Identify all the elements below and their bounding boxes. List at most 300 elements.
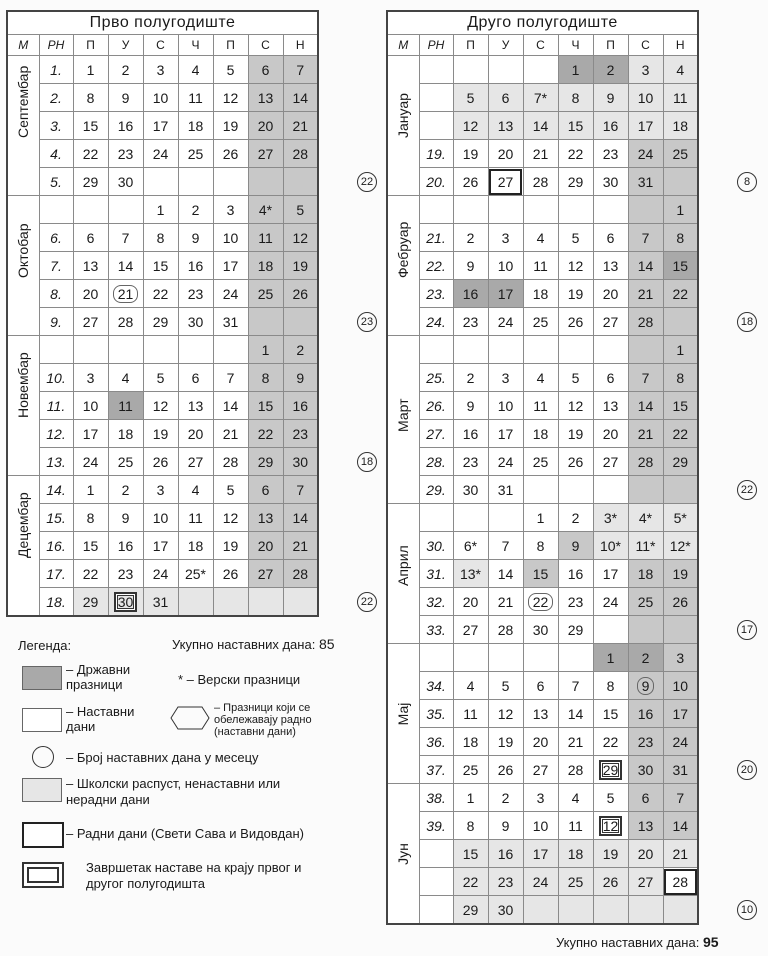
day-number: 20: [602, 425, 619, 442]
day-cell: [628, 728, 663, 756]
week-row: [387, 476, 698, 504]
day-cell: [558, 616, 593, 644]
day-cell: [453, 896, 488, 925]
month-day-count: 20: [737, 760, 757, 780]
month-label: [7, 336, 39, 476]
day-number: 12: [152, 397, 169, 414]
day-cell: [143, 280, 178, 308]
week-number: 17.: [39, 560, 73, 588]
day-number: 18: [532, 285, 549, 302]
day-cell: [248, 588, 283, 617]
day-number: 25: [462, 761, 479, 778]
week-number: [419, 84, 453, 112]
day-number: 11: [672, 89, 688, 106]
day-cell: [558, 224, 593, 252]
day-cell: [143, 532, 178, 560]
week-number: 29.: [419, 476, 453, 504]
day-number: 2: [121, 481, 130, 498]
month-name: Мај: [395, 702, 412, 725]
day-cell: [628, 784, 663, 812]
day-cell: [593, 140, 628, 168]
day-cell: [663, 700, 698, 728]
day-number: 7: [296, 61, 305, 78]
day-cell: [663, 504, 698, 532]
legend-end: Завршетак наставе на крају првог и другог полугодишта: [86, 860, 302, 891]
day-cell: [663, 896, 698, 925]
day-cell: [143, 420, 178, 448]
day-cell: [663, 196, 698, 224]
day-number: 12: [567, 257, 584, 274]
day-cell: [663, 308, 698, 336]
day-cell: [523, 84, 558, 112]
day-cell: [558, 168, 593, 196]
week-row: [387, 84, 698, 112]
day-cell: [628, 896, 663, 925]
day-number: 22: [602, 733, 619, 750]
day-number: 19: [672, 565, 689, 582]
day-number: 5: [571, 369, 580, 386]
week-row: [7, 420, 318, 448]
day-cell: [213, 56, 248, 84]
day-number: 6: [606, 229, 615, 246]
week-row: [7, 252, 318, 280]
day-cell: [488, 308, 523, 336]
day-cell: [663, 364, 698, 392]
day-cell: [558, 448, 593, 476]
month-label: [7, 196, 39, 336]
week-number: 24.: [419, 308, 453, 336]
month-day-count: 22: [357, 592, 377, 612]
month-label: [7, 476, 39, 617]
day-number: 3: [226, 201, 235, 218]
day-number: 14: [292, 89, 309, 106]
day-cell: [248, 532, 283, 560]
day-cell: [523, 700, 558, 728]
day-cell: [523, 392, 558, 420]
day-cell: [178, 504, 213, 532]
week-number: 18.: [39, 588, 73, 617]
day-cell: [558, 728, 593, 756]
day-cell: [488, 168, 523, 196]
day-number: 26: [497, 761, 514, 778]
day-cell: [523, 532, 558, 560]
day-cell: [178, 196, 213, 224]
month-day-count: 17: [737, 620, 757, 640]
day-cell: [178, 476, 213, 504]
day-cell: [628, 476, 663, 504]
day-cell: [523, 644, 558, 672]
week-number: [419, 868, 453, 896]
day-cell: [628, 448, 663, 476]
day-number: 12: [462, 117, 479, 134]
day-number: 23: [187, 285, 204, 302]
day-cell: [523, 112, 558, 140]
week-number: [419, 112, 453, 140]
day-number: 8: [536, 537, 545, 554]
day-cell: [178, 420, 213, 448]
day-number: 28: [672, 873, 689, 890]
day-cell: [523, 840, 558, 868]
day-number: 8: [466, 817, 475, 834]
week-number: 3.: [39, 112, 73, 140]
day-cell: [593, 700, 628, 728]
day-cell: [523, 196, 558, 224]
week-row: [387, 364, 698, 392]
day-cell: [628, 140, 663, 168]
day-cell: [488, 756, 523, 784]
day-number: 30: [602, 173, 619, 190]
day-cell: [593, 588, 628, 616]
week-number: [419, 840, 453, 868]
day-cell: [248, 140, 283, 168]
day-number: 11: [533, 257, 548, 274]
day-number: 30: [292, 453, 309, 470]
day-number: 23: [117, 565, 134, 582]
week-row: [387, 560, 698, 588]
week-number: 27.: [419, 420, 453, 448]
day-number: 9: [466, 257, 475, 274]
week-number: [39, 196, 73, 224]
day-cell: [628, 756, 663, 784]
day-cell: [628, 504, 663, 532]
week-row: [387, 728, 698, 756]
day-cell: [663, 224, 698, 252]
day-number: 4: [536, 369, 545, 386]
day-cell: [488, 560, 523, 588]
day-cell: [663, 672, 698, 700]
day-cell: [213, 252, 248, 280]
week-number: [419, 336, 453, 364]
day-number: 18: [117, 425, 134, 442]
day-number: 6: [261, 61, 270, 78]
day-number: 1: [86, 481, 95, 498]
day-number: 16: [637, 705, 654, 722]
semester-title: Прво полугодиште: [7, 11, 318, 35]
day-cell: [248, 196, 283, 224]
day-number: 16: [567, 565, 584, 582]
day-number: 6*: [463, 537, 478, 554]
day-cell: [593, 616, 628, 644]
month-label: [387, 644, 419, 784]
day-cell: [213, 308, 248, 336]
day-cell: [213, 196, 248, 224]
day-cell: [143, 392, 178, 420]
day-cell: [628, 840, 663, 868]
week-number: [419, 56, 453, 84]
day-cell: [523, 588, 558, 616]
day-number: 10: [532, 817, 549, 834]
day-cell: [283, 56, 318, 84]
day-cell: [248, 560, 283, 588]
day-number: 1: [606, 649, 615, 666]
day-cell: [143, 336, 178, 364]
day-cell: [453, 644, 488, 672]
week-row: [7, 392, 318, 420]
month-label: [387, 196, 419, 336]
day-number: 6: [86, 229, 95, 246]
day-cell: [213, 224, 248, 252]
day-cell: [453, 196, 488, 224]
day-cell: [593, 364, 628, 392]
day-cell: [73, 112, 108, 140]
day-number: 14: [637, 397, 654, 414]
day-cell: [628, 308, 663, 336]
day-cell: [628, 588, 663, 616]
day-number: 17: [497, 285, 514, 302]
day-cell: [488, 896, 523, 925]
day-number: 5: [606, 789, 615, 806]
day-number: 4*: [258, 201, 273, 218]
day-number: 11: [188, 89, 203, 106]
day-cell: [488, 140, 523, 168]
day-number: 23: [567, 593, 584, 610]
day-cell: [488, 56, 523, 84]
day-cell: [663, 84, 698, 112]
day-cell: [593, 280, 628, 308]
day-cell: [558, 364, 593, 392]
column-header: У: [108, 35, 143, 56]
week-row: [387, 840, 698, 868]
day-number: 15: [567, 117, 584, 134]
day-cell: [488, 196, 523, 224]
day-cell: [248, 280, 283, 308]
week-number: 13.: [39, 448, 73, 476]
day-number: 23: [637, 733, 654, 750]
day-cell: [558, 280, 593, 308]
day-number: 19: [567, 285, 584, 302]
legend-break: – Школски распуст, ненаставни или нерадни дани: [66, 776, 281, 807]
day-number: 12: [222, 509, 239, 526]
day-number: 20: [257, 537, 274, 554]
day-number: 6: [641, 789, 650, 806]
day-cell: [453, 476, 488, 504]
day-cell: [143, 56, 178, 84]
week-row: [387, 336, 698, 364]
day-cell: [453, 560, 488, 588]
day-cell: [628, 812, 663, 840]
day-cell: [108, 336, 143, 364]
week-row: [7, 168, 318, 196]
day-cell: [108, 448, 143, 476]
week-row: [7, 308, 318, 336]
day-number: 22: [82, 565, 99, 582]
day-cell: [663, 560, 698, 588]
day-cell: [593, 532, 628, 560]
column-header: М: [387, 35, 419, 56]
day-number: 15: [672, 257, 689, 274]
column-header: С: [523, 35, 558, 56]
day-cell: [593, 812, 628, 840]
day-number: 13: [257, 509, 274, 526]
day-cell: [143, 504, 178, 532]
day-cell: [488, 84, 523, 112]
day-number: 21: [113, 285, 139, 303]
day-number: 8: [86, 509, 95, 526]
day-cell: [453, 448, 488, 476]
semester-2-calendar: [386, 10, 699, 925]
day-number: 17: [497, 425, 514, 442]
day-cell: [453, 364, 488, 392]
day-number: 17: [152, 537, 169, 554]
day-number: 22: [567, 145, 584, 162]
day-number: 18: [567, 845, 584, 862]
day-cell: [488, 476, 523, 504]
day-cell: [73, 280, 108, 308]
day-cell: [628, 672, 663, 700]
day-number: 29: [152, 313, 169, 330]
day-number: 29: [257, 453, 274, 470]
day-number: 4: [571, 789, 580, 806]
day-cell: [488, 252, 523, 280]
day-cell: [178, 532, 213, 560]
day-cell: [73, 392, 108, 420]
month-day-count: 22: [357, 172, 377, 192]
day-number: 1: [261, 341, 270, 358]
day-cell: [593, 476, 628, 504]
day-number: 30: [497, 901, 514, 918]
day-number: 1: [156, 201, 165, 218]
day-number: 11: [258, 229, 273, 246]
legend-swatch-working: [22, 822, 64, 848]
column-header: У: [488, 35, 523, 56]
day-cell: [593, 420, 628, 448]
day-cell: [213, 504, 248, 532]
day-cell: [593, 784, 628, 812]
week-number: 2.: [39, 84, 73, 112]
day-number: 6: [536, 677, 545, 694]
day-number: 5: [296, 201, 305, 218]
day-number: 29: [462, 901, 479, 918]
day-cell: [73, 56, 108, 84]
week-number: 26.: [419, 392, 453, 420]
semester-2-table: [386, 10, 699, 925]
day-number: 27: [602, 453, 619, 470]
day-cell: [558, 392, 593, 420]
day-cell: [593, 308, 628, 336]
day-number: 2: [466, 229, 475, 246]
column-header: РН: [39, 35, 73, 56]
day-number: 10: [637, 89, 654, 106]
day-cell: [108, 252, 143, 280]
legend-religious: * – Верски празници: [178, 672, 301, 687]
day-number: 23: [462, 453, 479, 470]
day-number: 31: [152, 593, 169, 610]
day-number: 16: [602, 117, 619, 134]
day-number: 2: [571, 509, 580, 526]
day-cell: [628, 364, 663, 392]
day-cell: [488, 224, 523, 252]
day-cell: [628, 252, 663, 280]
day-cell: [663, 728, 698, 756]
day-cell: [248, 392, 283, 420]
week-row: [387, 112, 698, 140]
day-number: 19: [152, 425, 169, 442]
day-cell: [108, 140, 143, 168]
week-row: [387, 504, 698, 532]
week-number: 15.: [39, 504, 73, 532]
legend-holidays-working: – Празници који се обележавају радно (наставни дани): [214, 702, 312, 738]
day-cell: [558, 672, 593, 700]
day-number: 19: [292, 257, 309, 274]
day-number: 14: [292, 509, 309, 526]
day-number: 16: [117, 537, 134, 554]
day-number: 16: [462, 425, 479, 442]
column-header: М: [7, 35, 39, 56]
day-cell: [523, 616, 558, 644]
circle-icon: [32, 746, 54, 768]
day-number: 21: [637, 285, 654, 302]
day-cell: [488, 812, 523, 840]
total-value: 95: [702, 934, 719, 950]
day-number: 15: [602, 705, 619, 722]
day-number: 31: [497, 481, 514, 498]
day-cell: [453, 504, 488, 532]
day-number: 13: [82, 257, 99, 274]
day-cell: [143, 588, 178, 617]
day-cell: [488, 532, 523, 560]
month-label: [387, 784, 419, 925]
week-row: [7, 448, 318, 476]
day-number: 1: [571, 61, 580, 78]
day-number: 13: [602, 397, 619, 414]
month-label: [387, 336, 419, 504]
day-number: 12: [292, 229, 309, 246]
total-label: Укупно наставних дана:: [556, 935, 700, 950]
day-cell: [213, 588, 248, 617]
day-cell: [558, 308, 593, 336]
day-cell: [213, 448, 248, 476]
day-cell: [523, 896, 558, 925]
day-cell: [108, 280, 143, 308]
day-number: 19: [222, 537, 239, 554]
day-number: 22: [82, 145, 99, 162]
day-cell: [628, 644, 663, 672]
month-name: Фебруар: [395, 221, 412, 278]
day-cell: [628, 224, 663, 252]
semester-title: Друго полугодиште: [387, 11, 698, 35]
day-cell: [523, 672, 558, 700]
day-number: 5: [226, 481, 235, 498]
day-cell: [453, 812, 488, 840]
day-cell: [178, 588, 213, 617]
day-cell: [143, 364, 178, 392]
day-number: 10: [497, 257, 514, 274]
day-cell: [453, 56, 488, 84]
day-cell: [73, 476, 108, 504]
day-cell: [108, 224, 143, 252]
day-cell: [108, 364, 143, 392]
day-cell: [248, 224, 283, 252]
day-number: 1: [536, 509, 545, 526]
day-cell: [453, 280, 488, 308]
week-number: 37.: [419, 756, 453, 784]
day-number: 23: [462, 313, 479, 330]
column-header: П: [453, 35, 488, 56]
day-number: 6: [501, 89, 510, 106]
day-cell: [248, 504, 283, 532]
week-number: 39.: [419, 812, 453, 840]
day-cell: [73, 336, 108, 364]
legend-teaching: – Наставни дани: [66, 704, 135, 734]
day-number: 21: [637, 425, 654, 442]
week-row: [387, 140, 698, 168]
day-number: 24: [152, 145, 169, 162]
day-number: 7: [641, 369, 650, 386]
day-number: 26: [222, 145, 239, 162]
week-number: 30.: [419, 532, 453, 560]
week-row: [387, 252, 698, 280]
week-number: 25.: [419, 364, 453, 392]
